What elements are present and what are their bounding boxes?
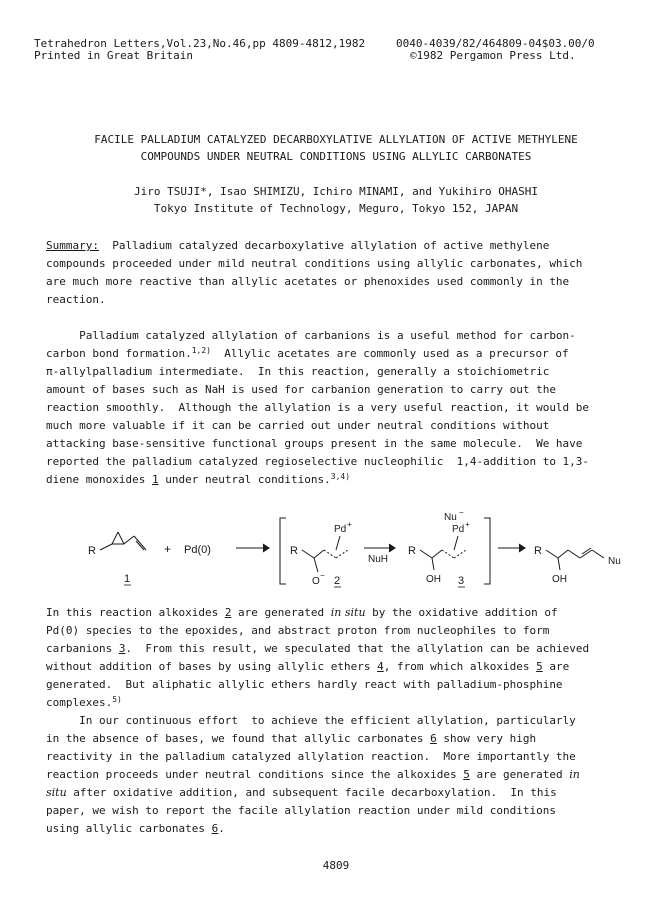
para3-line-4: reaction proceeds under neutral conditions since the alkoxides 5 are generated in (46, 768, 580, 781)
reference-superscript: 1,2) (191, 346, 211, 355)
para2-line-4: without addition of bases by using allylic ethers 4, from which alkoxides 5 are (46, 660, 570, 673)
italic-term: situ (46, 786, 67, 799)
para2-line-1: In this reaction alkoxides 2 are generated in situ by the oxidative addition of (46, 606, 558, 619)
copyright-line: ©1982 Pergamon Press Ltd. (410, 49, 576, 62)
bond (118, 532, 124, 544)
bond (558, 558, 560, 570)
pd-cation: Pd (452, 524, 465, 535)
para3-line-3: reactivity in the palladium catalyzed allylation reaction. More importantly the (46, 750, 576, 763)
bond (568, 550, 580, 558)
bond (432, 558, 434, 570)
para1-line-8: reported the palladium catalyzed regioselective nucleophilic 1,4-addition to 1,3- (46, 455, 590, 468)
para2-line-5: generated. But aliphatic allylic ethers hardly react with palladium-phosphine (46, 678, 563, 691)
bond (442, 550, 454, 558)
nu-group: Nu (608, 556, 621, 567)
para2-line-3: carbanions 3. From this result, we speculated that the allylation can be achieved (46, 642, 590, 655)
bond (432, 550, 442, 558)
bond (592, 550, 604, 558)
nucleophile-reagent: NuH (368, 554, 389, 565)
para1-line-1: Palladium catalyzed allylation of carbanions is a useful method for carbon- (46, 329, 576, 342)
compound-number: 6 (211, 822, 219, 835)
hydroxyl-group: OH (552, 574, 567, 585)
bond (324, 550, 336, 558)
italic-term: in (569, 768, 580, 781)
para3-line-2: in the absence of bases, we found that allylic carbonates 6 show very high (46, 732, 537, 745)
bond (546, 550, 558, 558)
arrow-head (263, 544, 269, 552)
bond (454, 550, 466, 558)
bond (314, 558, 318, 572)
r-group: R (290, 545, 298, 557)
summary-label: Summary: (46, 239, 99, 252)
compound-number: 6 (430, 732, 437, 745)
reference-superscript: 5) (112, 695, 122, 704)
compound-number: 4 (377, 660, 384, 673)
bond (314, 550, 324, 558)
para2-line-2: Pd(0) species to the epoxides, and abstract proton from nucleophiles to form (46, 624, 550, 637)
italic-term: in situ (330, 606, 366, 619)
bracket-left (280, 518, 286, 584)
summary-line-4: reaction. (46, 293, 106, 306)
r-group: R (408, 545, 416, 557)
reaction-scheme (0, 506, 672, 596)
para1-line-5: reaction smoothly. Although the allylation is a very useful reaction, it would be (46, 401, 590, 414)
para1-line-7: attacking base-sensitive functional groups present in the same molecule. We have (46, 437, 583, 450)
affiliation: Tokyo Institute of Technology, Meguro, Tokyo 152, JAPAN (153, 202, 519, 215)
minus-charge: − (320, 571, 325, 580)
nu-anion: Nu (444, 512, 457, 523)
hydroxyl-group: OH (426, 574, 441, 585)
para3-line-6: paper, we wish to report the facile allylation reaction under mild conditions (46, 804, 556, 817)
pd-cation: Pd (334, 524, 347, 535)
summary-line-1: Summary: Palladium catalyzed decarboxylative allylation of active methylene (46, 239, 550, 252)
bond (558, 550, 568, 558)
plus-charge: + (347, 520, 352, 529)
bond (100, 544, 112, 550)
para3-line-5: situ after oxidative addition, and subsequent facile decarboxylation. In this (46, 786, 557, 799)
bond (454, 536, 458, 550)
alkoxide-oxygen: O (312, 576, 320, 587)
arrow-head (389, 544, 395, 552)
bond (420, 550, 432, 558)
r-group: R (88, 545, 96, 557)
para1-line-4: amount of bases such as NaH is used for carbanion generation to carry out the (46, 383, 556, 396)
summary-line-3: are much more reactive than allylic acetates or phenoxides used commonly in the (46, 275, 570, 288)
arrow-head (519, 544, 525, 552)
page-number: 4809 (322, 859, 350, 872)
plus-sign: + (164, 542, 172, 556)
bond (302, 550, 314, 558)
compound-number: 1 (151, 473, 159, 486)
bond (112, 532, 118, 544)
bond (336, 550, 348, 558)
compound-number: 3 (118, 642, 126, 655)
compound-label-1: 1 (124, 573, 131, 585)
para1-line-6: much more valuable if it can be carried out under neutral conditions without (46, 419, 550, 432)
para3-line-1: In our continuous effort to achieve the efficient allylation, particularly (46, 714, 576, 727)
para1-line-9: diene monoxides 1 under neutral conditions.$^{3,4)}$ (46, 472, 351, 486)
bond (124, 536, 134, 544)
title-line-1: FACILE PALLADIUM CATALYZED DECARBOXYLATIVE ALLYLATION OF ACTIVE METHYLENE (94, 133, 578, 146)
compound-number: 5 (536, 660, 543, 673)
journal-citation: Tetrahedron Letters,Vol.23,No.46,pp 4809-4812,1982 (34, 37, 366, 50)
title-line-2: COMPOUNDS UNDER NEUTRAL CONDITIONS USING ALLYLIC CARBONATES (140, 150, 532, 163)
minus-charge: − (459, 508, 464, 517)
para3-line-7: using allylic carbonates 6. (46, 822, 225, 835)
compound-label-2: 2 (334, 575, 341, 587)
compound-number: 2 (224, 606, 232, 619)
para1-line-2: carbon bond formation.$^{1,2)}$ Allylic acetates are commonly used as a precursor of (46, 346, 569, 360)
bracket-right (484, 518, 490, 584)
para2-line-6: complexes.$^{5)}$ (46, 695, 122, 709)
compound-number: 5 (463, 768, 470, 781)
authors: Jiro TSUJI*, Isao SHIMIZU, Ichiro MINAMI, and Yukihiro OHASHI (134, 185, 538, 198)
pd0-reagent: Pd(0) (184, 544, 211, 556)
plus-charge: + (465, 520, 470, 529)
bond (336, 536, 340, 550)
compound-label-3: 3 (458, 575, 465, 587)
summary-line-2: compounds proceeded under mild neutral conditions using allylic carbonates, which (46, 257, 583, 270)
bond (134, 536, 146, 550)
printed-location: Printed in Great Britain (34, 49, 193, 62)
r-group: R (534, 545, 542, 557)
article-code: 0040-4039/82/464809-04$03.00/0 (396, 37, 595, 50)
para1-line-3: π-allylpalladium intermediate. In this reaction, generally a stoichiometric (46, 365, 550, 378)
reference-superscript: 3,4) (330, 472, 351, 481)
